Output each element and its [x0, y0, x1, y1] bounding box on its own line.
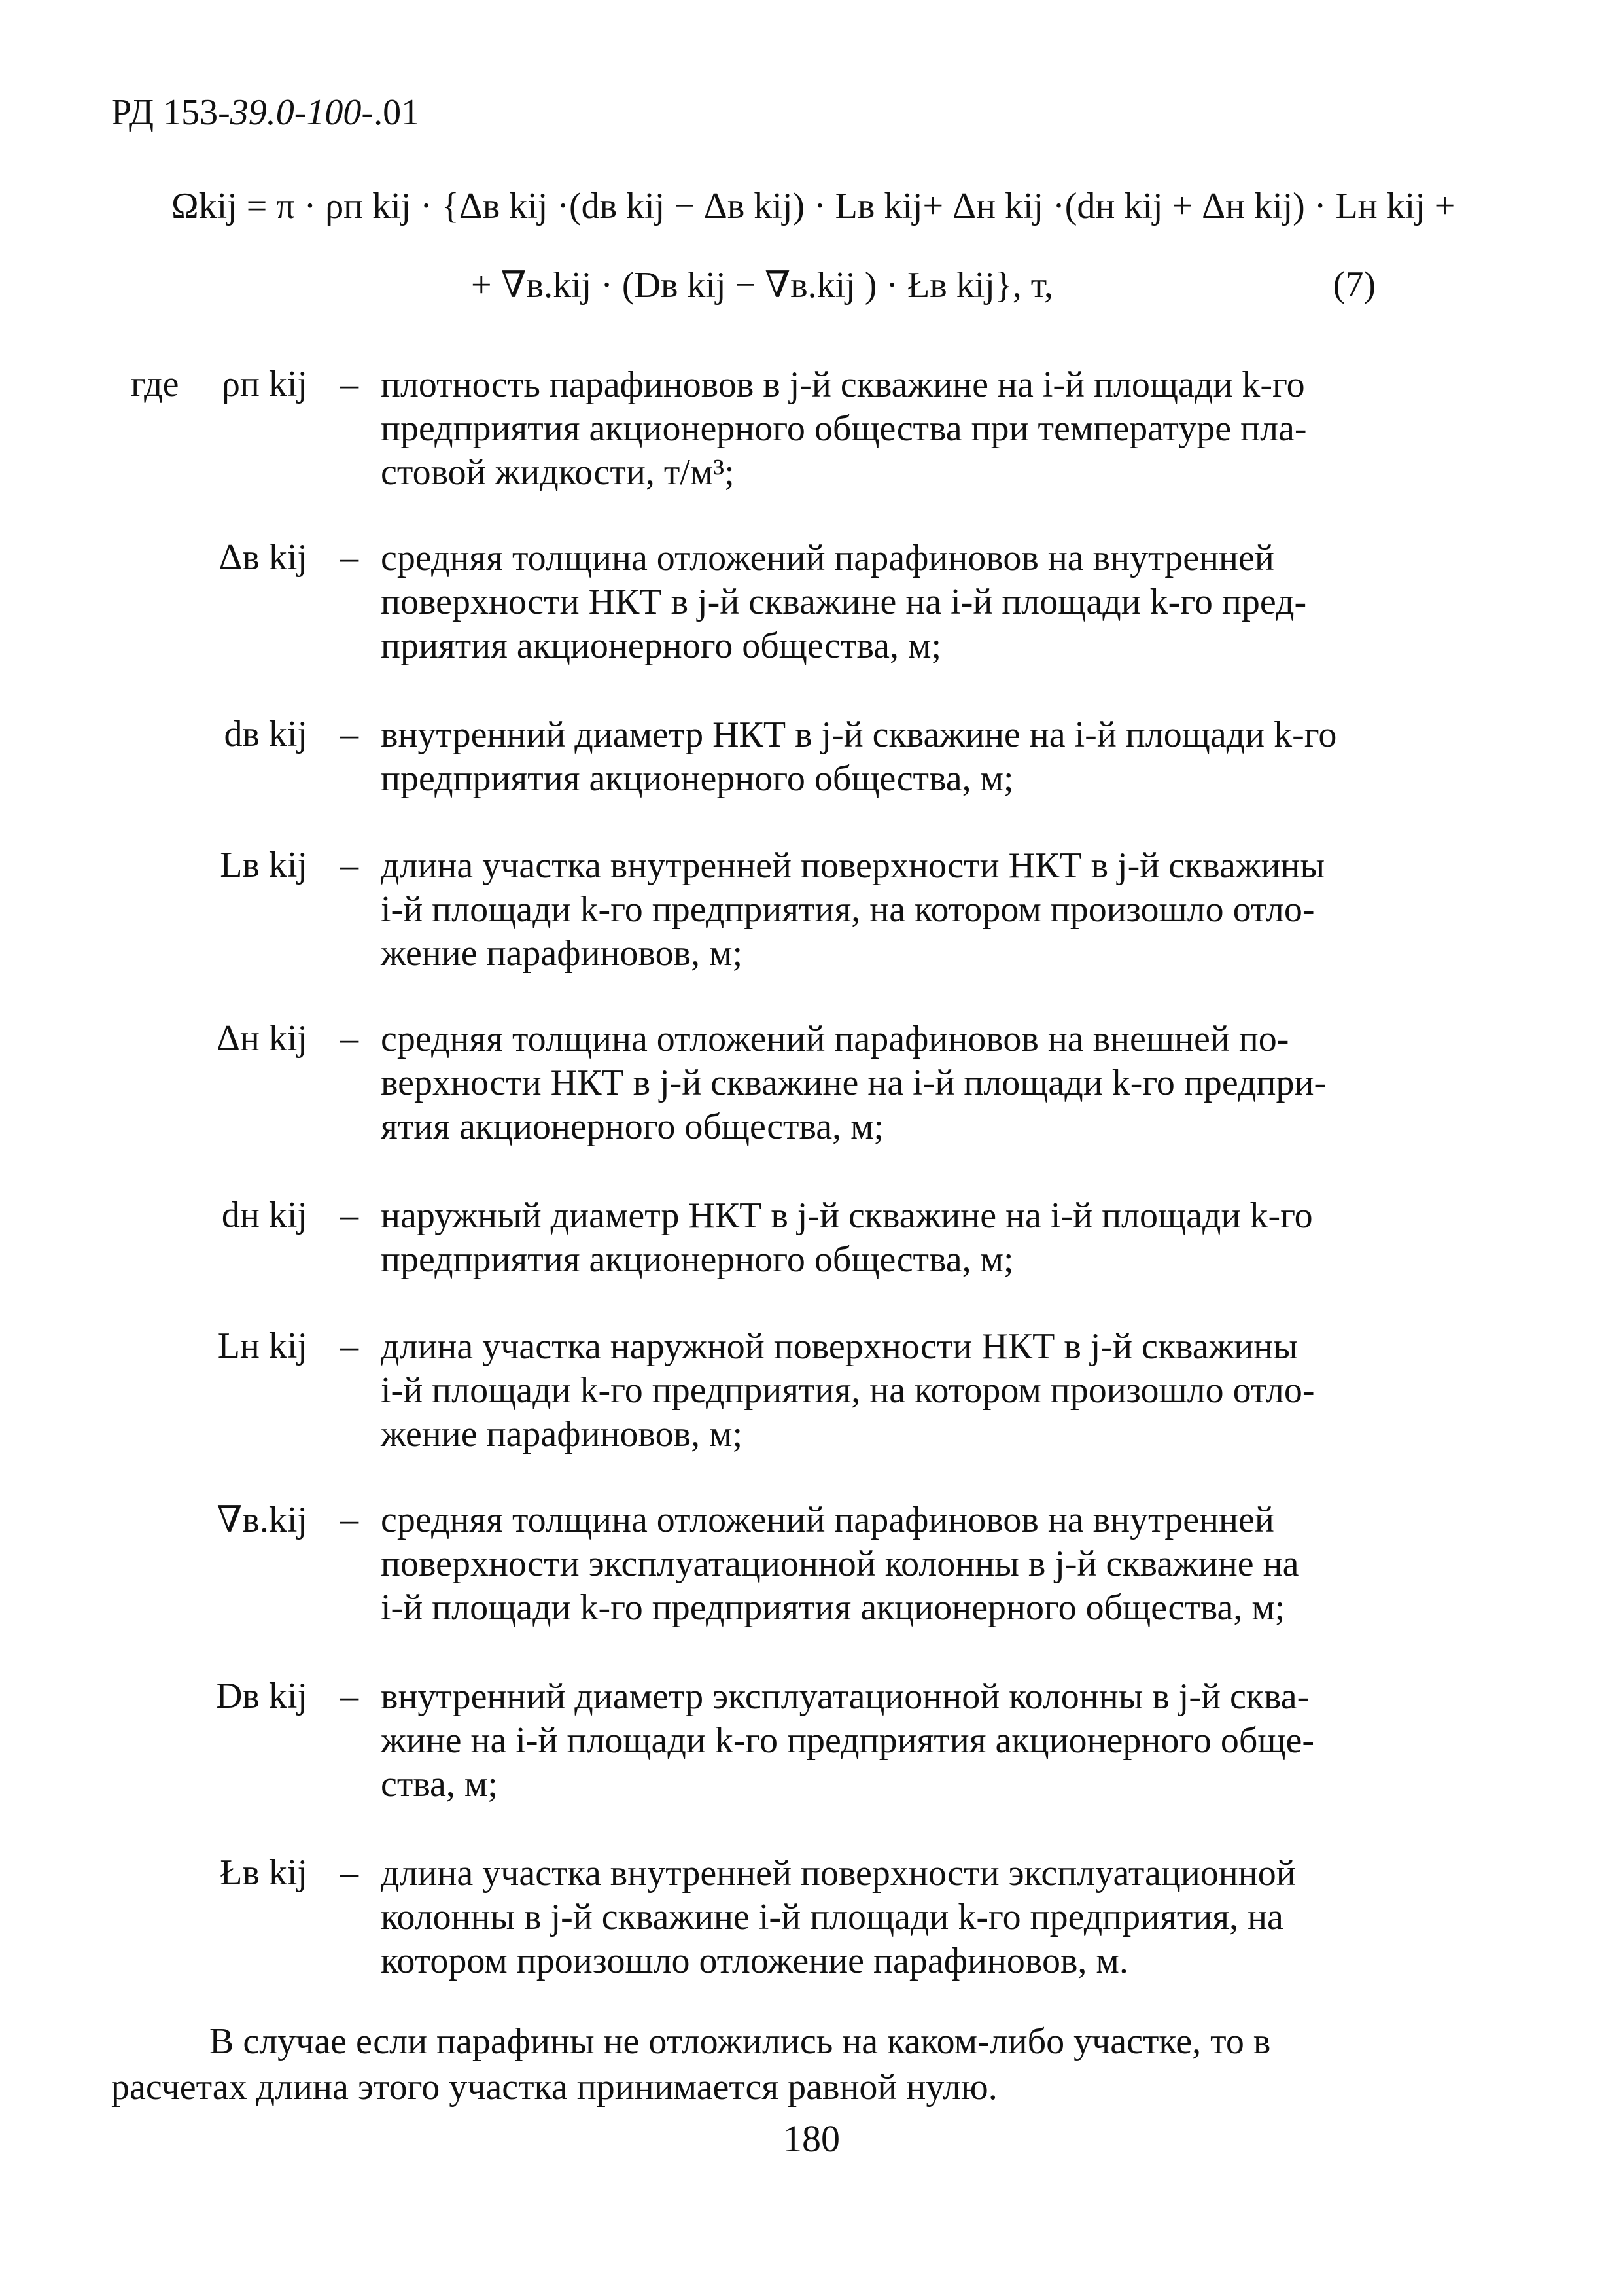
definition-symbol: Lв kij — [220, 845, 307, 885]
definition-symbol: dн kij — [221, 1195, 307, 1235]
definition-symbol: dв kij — [224, 714, 307, 754]
definition-line: стовой жидкости, т/м³; — [381, 452, 735, 493]
definition-symbol: Łв kij — [220, 1852, 307, 1893]
definition-symbol: Δн kij — [216, 1018, 307, 1059]
paragraph-line: расчетах длина этого участка принимается равной нулю. — [111, 2067, 998, 2108]
definition-line: средняя толщина отложений парафиновов на внутренней — [381, 1500, 1274, 1540]
definition-line: средняя толщина отложений парафиновов на внутренней — [381, 538, 1274, 578]
definition-line: верхности НКТ в j-й скважине на i-й площади k-го предпри- — [381, 1063, 1327, 1103]
definition-dash: – — [340, 1852, 358, 1893]
header-suffix: .01 — [374, 92, 420, 133]
definition-line: жение парафиновов, м; — [381, 933, 742, 974]
header-prefix: РД 153- — [111, 92, 230, 133]
definition-symbol: Dв kij — [216, 1676, 307, 1716]
definition-line: жине на i-й площади k-го предприятия акционерного обще- — [381, 1720, 1315, 1761]
definition-line: плотность парафиновов в j-й скважине на i-й площади k-го — [381, 364, 1305, 405]
definition-dash: – — [340, 714, 358, 754]
definition-line: котором произошло отложение парафиновов, м. — [381, 1941, 1128, 1981]
definition-text — [381, 1852, 1378, 1983]
definition-text — [381, 537, 1378, 668]
formula-number: (7) — [1333, 264, 1376, 305]
definition-symbol: Δв kij — [218, 537, 307, 578]
definition-dash: – — [340, 537, 358, 578]
definition-line: жение парафиновов, м; — [381, 1414, 742, 1455]
definition-dash: – — [340, 1195, 358, 1235]
page-number: 180 — [783, 2117, 840, 2160]
header-handwritten-code: 39.0-100- — [230, 92, 374, 133]
definition-text — [381, 844, 1378, 976]
definition-text — [381, 1498, 1378, 1630]
definition-line: колонны в j-й скважине i-й площади k-го предприятия, на — [381, 1897, 1283, 1937]
definition-line: внутренний диаметр эксплуатационной колонны в j-й сква- — [381, 1676, 1310, 1717]
document-header — [111, 92, 419, 133]
definition-dash: – — [340, 1018, 358, 1059]
definition-line: наружный диаметр НКТ в j-й скважине на i-й площади k-го — [381, 1195, 1313, 1236]
definition-dash: – — [340, 1326, 358, 1366]
definition-text — [381, 1675, 1378, 1807]
formula-line-2: + ∇в.kij · (Dв kij − ∇в.kij ) · Łв kij}, т, — [471, 265, 1053, 306]
definition-dash: – — [340, 1676, 358, 1716]
definition-text — [381, 1017, 1378, 1149]
definition-text — [381, 1194, 1378, 1282]
formula-line-1: Ωkij = π · ρп kij · {Δв kij ·(dв kij − Δв kij) · Lв kij+ Δн kij ·(dн kij + Δн kij) · Lн kij + — [171, 186, 1456, 226]
definition-symbol: ∇в.kij — [217, 1500, 307, 1540]
definition-line: предприятия акционерного общества, м; — [381, 1239, 1014, 1280]
definition-line: предприятия акционерного общества при температуре пла- — [381, 408, 1307, 449]
definition-line: внутренний диаметр НКТ в j-й скважине на i-й площади k-го — [381, 715, 1337, 755]
definition-line: предприятия акционерного общества, м; — [381, 758, 1014, 799]
definition-line: приятия акционерного общества, м; — [381, 626, 942, 666]
definition-line: длина участка наружной поверхности НКТ в j-й скважины — [381, 1326, 1298, 1367]
definition-line: i-й площади k-го предприятия, на котором произошло отло- — [381, 889, 1315, 930]
definition-text — [381, 1325, 1378, 1457]
definition-text — [381, 363, 1378, 495]
definition-line: i-й площади k-го предприятия, на котором произошло отло- — [381, 1370, 1315, 1411]
definition-line: поверхности эксплуатационной колонны в j-й скважине на — [381, 1544, 1299, 1584]
definition-line: поверхности НКТ в j-й скважине на i-й площади k-го пред- — [381, 582, 1307, 622]
definition-line: ятия акционерного общества, м; — [381, 1106, 884, 1147]
definition-dash: – — [340, 364, 358, 404]
definition-line: i-й площади k-го предприятия акционерного общества, м; — [381, 1587, 1285, 1628]
definition-line: длина участка внутренней поверхности эксплуатационной — [381, 1853, 1296, 1894]
definition-dash: – — [340, 1499, 358, 1540]
closing-paragraph — [111, 2019, 1380, 2110]
where-label: где — [131, 364, 179, 404]
definition-text — [381, 713, 1378, 801]
definition-symbol: Lн kij — [217, 1326, 307, 1366]
paragraph-line: В случае если парафины не отложились на каком-либо участке, то в — [209, 2021, 1271, 2062]
definition-line: средняя толщина отложений парафиновов на внешней по- — [381, 1019, 1289, 1059]
definition-line: ства, м; — [381, 1764, 498, 1805]
definition-line: длина участка внутренней поверхности НКТ в j-й скважины — [381, 845, 1325, 886]
definition-dash: – — [340, 845, 358, 885]
definition-symbol: ρп kij — [221, 364, 307, 404]
